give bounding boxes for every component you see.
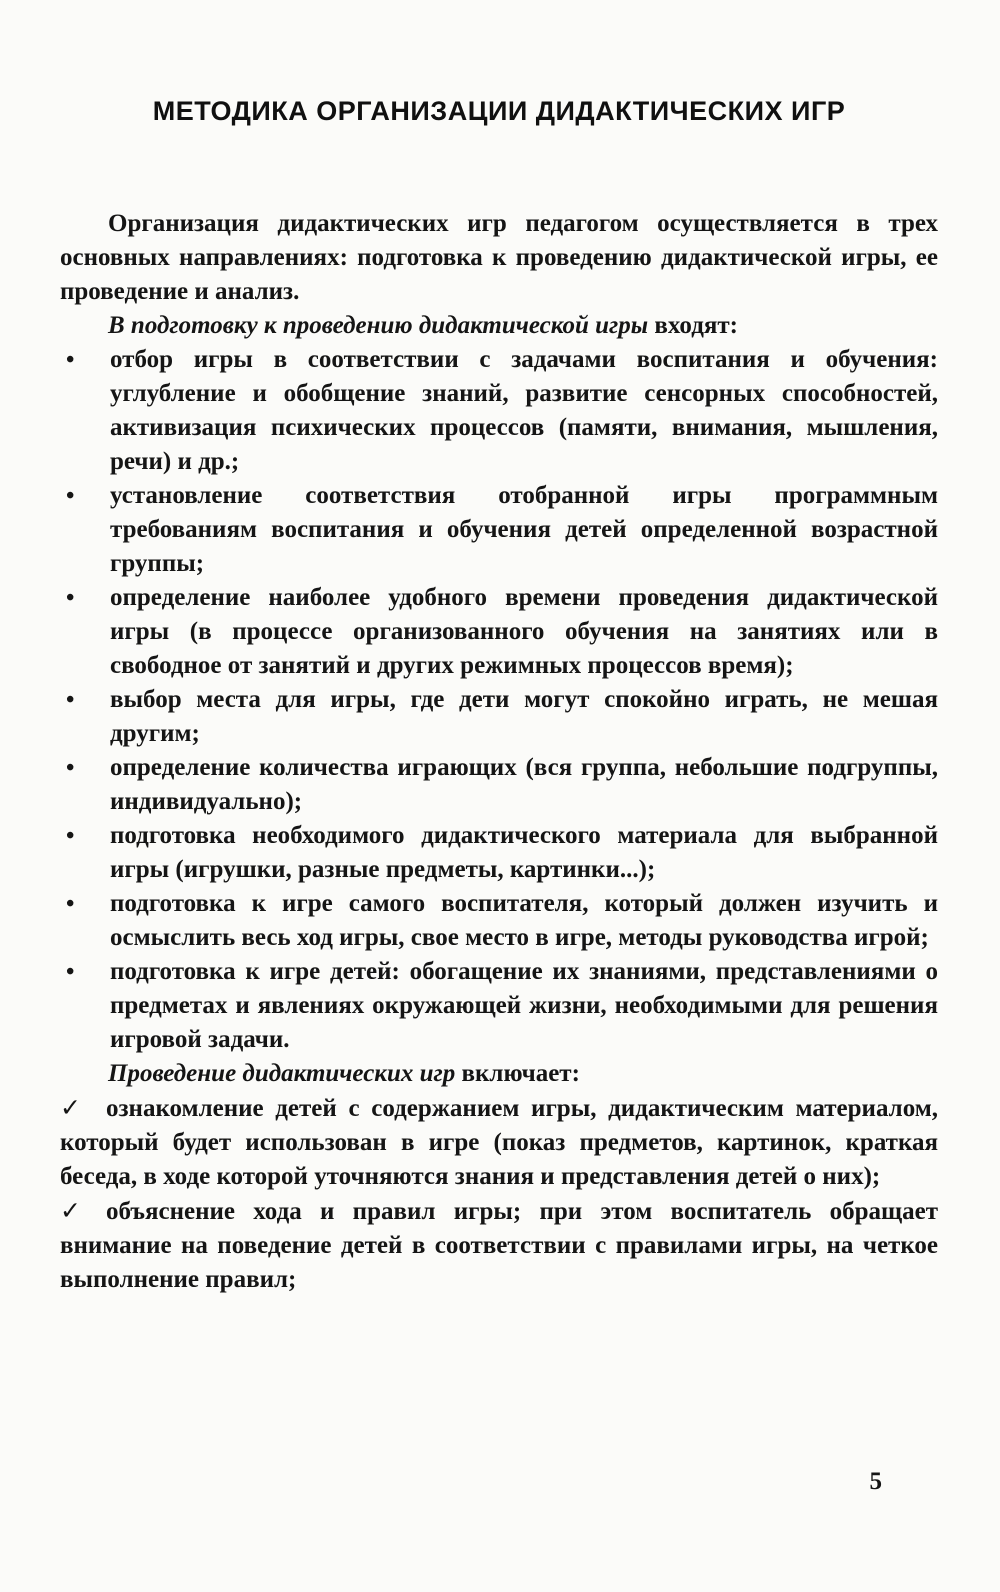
bullet-icon: • <box>66 891 75 917</box>
conduct-lead-emphasis: Проведение дидактических игр <box>108 1060 456 1087</box>
check-icon: ✓ <box>60 1093 81 1122</box>
preparation-lead-emphasis: В подготовку к проведению дидактической игры <box>108 312 649 339</box>
list-item <box>60 819 938 887</box>
list-item <box>60 343 938 479</box>
list-item-text: установление соответствия отобранной игры программным требованиям воспитания и обучения детей определенной возрастной группы; <box>110 482 938 577</box>
list-item-text: определение количества играющих (вся группа, небольшие подгруппы, индивидуально); <box>110 754 938 815</box>
list-item <box>60 955 938 1057</box>
page-title: МЕТОДИКА ОРГАНИЗАЦИИ ДИДАКТИЧЕСКИХ ИГР <box>152 96 846 126</box>
bullet-icon: • <box>66 585 75 611</box>
bullet-icon: • <box>66 687 75 713</box>
bullet-icon: • <box>66 959 75 985</box>
list-item-text: отбор игры в соответствии с задачами воспитания и обучения: углубление и обобщение знаний, развитие сенсорных способностей, активизация психических процессов (памяти, внимания, мышления, речи) и др.; <box>110 346 938 475</box>
list-item-text: подготовка к игре детей: обогащение их знаниями, представлениями о предметах и явлениях окружающей жизни, необходимыми для решения игровой задачи. <box>110 958 938 1053</box>
bullet-icon: • <box>66 823 75 849</box>
conduct-section-lead <box>60 1057 938 1091</box>
bullet-icon: • <box>66 755 75 781</box>
check-item <box>60 1091 938 1194</box>
check-item-text: объяснение хода и правил игры; при этом воспитатель обращает внимание на поведение детей в соответствии с правилами игры, на четкое выполнение правил; <box>60 1198 938 1293</box>
list-item <box>60 581 938 683</box>
bullet-icon: • <box>66 347 75 373</box>
check-item <box>60 1194 938 1297</box>
page-number: 5 <box>869 1468 882 1495</box>
check-item-text: ознакомление детей с содержанием игры, дидактическим материалом, который будет использован в игре (показ предметов, картинок, краткая беседа, в ходе которой уточняются знания и представления детей о них); <box>60 1095 938 1190</box>
list-item <box>60 683 938 751</box>
preparation-list <box>60 343 938 1057</box>
intro-paragraph: Организация дидактических игр педагогом осуществляется в трех основных направлениях: подготовка к проведению дидактической игры, ее проведение и анализ. <box>60 210 938 305</box>
conduct-lead-tail: включает: <box>455 1060 580 1087</box>
check-icon: ✓ <box>60 1196 81 1225</box>
list-item <box>60 479 938 581</box>
list-item <box>60 887 938 955</box>
list-item <box>60 751 938 819</box>
list-item-text: подготовка необходимого дидактического материала для выбранной игры (игрушки, разные предметы, картинки...); <box>110 822 938 883</box>
list-item-text: определение наиболее удобного времени проведения дидактической игры (в процессе организованного обучения на занятиях или в свободное от занятий и других режимных процессов время); <box>110 584 938 679</box>
bullet-icon: • <box>66 483 75 509</box>
preparation-section-lead <box>60 309 938 343</box>
preparation-lead-tail: входят: <box>648 312 738 339</box>
list-item-text: выбор места для игры, где дети могут спокойно играть, не мешая другим; <box>110 686 938 747</box>
list-item-text: подготовка к игре самого воспитателя, который должен изучить и осмыслить весь ход игры, свое место в игре, методы руководства игрой; <box>110 890 938 951</box>
